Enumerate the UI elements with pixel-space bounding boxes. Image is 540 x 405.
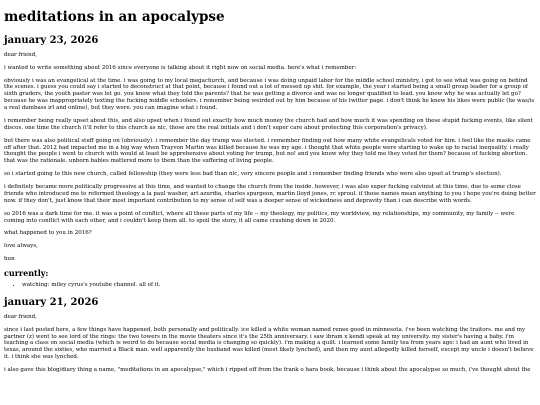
currently-heading: currently: bbox=[4, 268, 49, 279]
currently-list bbox=[4, 282, 536, 289]
post-date: january 23, 2026 bbox=[4, 34, 99, 46]
site-title: meditations in an apocalypse bbox=[4, 9, 225, 25]
post-jan-23 bbox=[4, 35, 536, 289]
post-paragraph: since i last posted here, a few things have happened, both personally and politically. ice killed a white woman named renee good in minnesota. i've been watching the traitors. me and my partner (z) went to see lord of the rings: the two towers in the movie theaters since it's the 25th anniversary. i saw ibram x kendi speak at my university. my sister's having a baby. i'm teaching a class on social media (which is weird to do because social media is changing so quickly). i'm making a quilt. i learned some family tea from years ago: i had an aunt who lived in texas, around the sixties, who married a Black man. well apparently the husband was killed (most likely lynched), and then my aunt allegedly killed herself, except my uncle i doesn't believe it. i think she was lynched. bbox=[4, 326, 534, 361]
post-paragraph: i remember being really upset about this, and also upset when i found out exactly how much money the church had and how much it was spending on these stupid fucking events, like silent discos. one time the church (i'll refer to this church as nlc, those are the real initials and i don't super care about protecting this corporation's privacy). bbox=[4, 117, 533, 131]
post-paragraph: obviously i was an evangelical at the time. i was going to my local megachurch, and because i was doing unpaid labor for the middle school ministry, i got to see what was going on behind the scenes. i guess you could say i started to deconstruct at that point, because i found out a lot of messed up shit. for example, the year i started being a small group leader for a group of sixth graders, the youth pastor was let go. you know what they told the parents? that he was getting a divorce and was no longer qualified to lead. you know why he was actually let go? because he was inappropriately texting the fucking middle schoolers. i remember being weirded out by him because of his twitter page. i don't think he knew his likes were public (he was/is a real dumbass irl and online), but they were. you can imagine what i found. bbox=[4, 77, 535, 112]
post-paragraph: i also gave this blog/diary thing a name, "meditations in an apocalypse," which i ripped off from the frank o hara book, because i think about the apocalypse so much, i've thought about the bbox=[4, 367, 531, 374]
post-greeting: dear friend, bbox=[4, 51, 37, 58]
post-paragraph: so 2016 was a dark time for me. it was a point of conflict, where all these parts of my life -- my theology, my politics, my worldview, my relationships, my community, my family -- were coming into conflict with each other, and i couldn't keep them all. to spoil the story, it all came crashing down in 2020. bbox=[4, 210, 515, 224]
post-paragraph: i definitely became more politically progressive at this time, and wanted to change the church from the inside. however, i was also super fucking calvinist at this time, due to some close friends who introduced me to reformed theology a la paul washer, art azurdia, charles spurgeon, martin lloyd jones, rc sproul. if those names mean anything to you i hope you're doing better now. if they don't, just know that their most important contribution to my sense of self was a deeper sense of wickedness and depravity than i can describe with words. bbox=[4, 184, 536, 204]
post-jan-21 bbox=[4, 297, 536, 374]
post-signature: hun bbox=[4, 256, 15, 263]
post-paragraph: but there was also political stuff going on (obviously). i remember the day trump was elected. i remember finding out how many white evangelicals voted for him. i feel like the masks came off after that. 2012 had impacted me in a big way when Trayvon Martin was killed because he was my age. i thought that white people were starting to wake up to racial inequality. i really thought the people i went to church with would at least be apprehensive about voting for trump, but no! and you know why they told me they voted for them? because of fucking abortion. that was the rationale. unborn babies mattered more to them than the suffering of living people. bbox=[4, 137, 531, 165]
post-paragraph: so i started going to this new church, called fellowship (they were less bad than nlc, very sincere people and i remember finding friends who were also upset at trump's election). bbox=[4, 171, 502, 178]
post-signoff: love always, bbox=[4, 243, 38, 250]
post-paragraph: what happened to you in 2016? bbox=[4, 230, 92, 237]
post-greeting: dear friend, bbox=[4, 313, 37, 320]
post-date: january 21, 2026 bbox=[4, 296, 99, 308]
post-paragraph: i wanted to write something about 2016 since everyone is talking about it right now on social media. here's what i remember: bbox=[4, 64, 357, 71]
currently-item: • watching: miley cyrus's youtube channel. all of it. bbox=[22, 282, 536, 289]
